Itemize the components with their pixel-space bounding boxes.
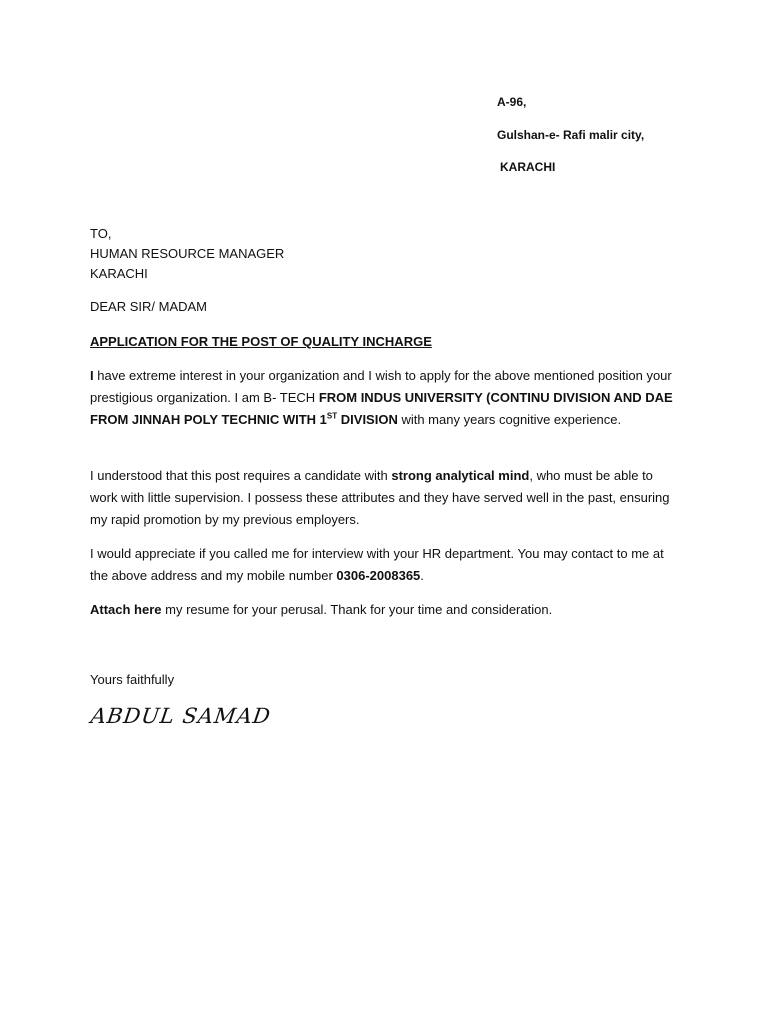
paragraph-qualities <box>90 465 680 531</box>
paragraph-interest-education-a: FROM INDUS UNIVERSITY (CONTINU DIVISION AND DAE FROM JINNAH POLY TECHNIC WITH 1 <box>90 390 673 427</box>
paragraph-contact-text-b: . <box>420 568 424 583</box>
recipient-to: TO, <box>90 226 112 241</box>
paragraph-attachment-text: my resume for your perusal. Thank for your time and consideration. <box>161 602 553 617</box>
recipient-block <box>90 224 680 284</box>
paragraph-attachment-bold: Attach here <box>90 602 162 617</box>
sender-address-line-1: A-96, <box>497 95 527 109</box>
paragraph-qualities-text-b: , who must be able to work with little supervision. I possess these attributes and they have served well in the past, ensuring my rapid promotion by my previous employers. <box>90 468 670 527</box>
paragraph-interest <box>90 365 680 431</box>
paragraph-contact <box>90 543 680 587</box>
subject-line: APPLICATION FOR THE POST OF QUALITY INCHARGE <box>90 334 432 349</box>
sender-address-line-2: Gulshan-e- Rafi malir city, <box>497 128 645 142</box>
phone-number: 0306-2008365 <box>336 568 421 583</box>
paragraph-qualities-text-a: I understood that this post requires a candidate with <box>90 468 392 483</box>
sender-address-line-3: KARACHI <box>500 160 556 174</box>
salutation: DEAR SIR/ MADAM <box>90 299 208 314</box>
paragraph-interest-superscript: ST <box>326 411 338 421</box>
paragraph-interest-education-b: DIVISION <box>337 412 398 427</box>
closing: Yours faithfully <box>90 672 175 687</box>
paragraph-interest-text-a: have extreme interest in your organization and I wish to apply for the above mentioned position your prestigious organization. I am B- TECH <box>90 368 672 405</box>
recipient-city: KARACHI <box>90 266 148 281</box>
paragraph-interest-text-b: with many years cognitive experience. <box>397 412 622 427</box>
paragraph-contact-text-a: I would appreciate if you called me for interview with your HR department. You may contact to me at the above address and my mobile number <box>90 546 664 583</box>
recipient-title: HUMAN RESOURCE MANAGER <box>90 246 285 261</box>
paragraph-interest-lead: I <box>90 368 94 383</box>
paragraph-qualities-bold: strong analytical mind <box>391 468 530 483</box>
paragraph-attachment <box>90 599 680 621</box>
signature: ABDUL SAMAD <box>89 704 273 728</box>
